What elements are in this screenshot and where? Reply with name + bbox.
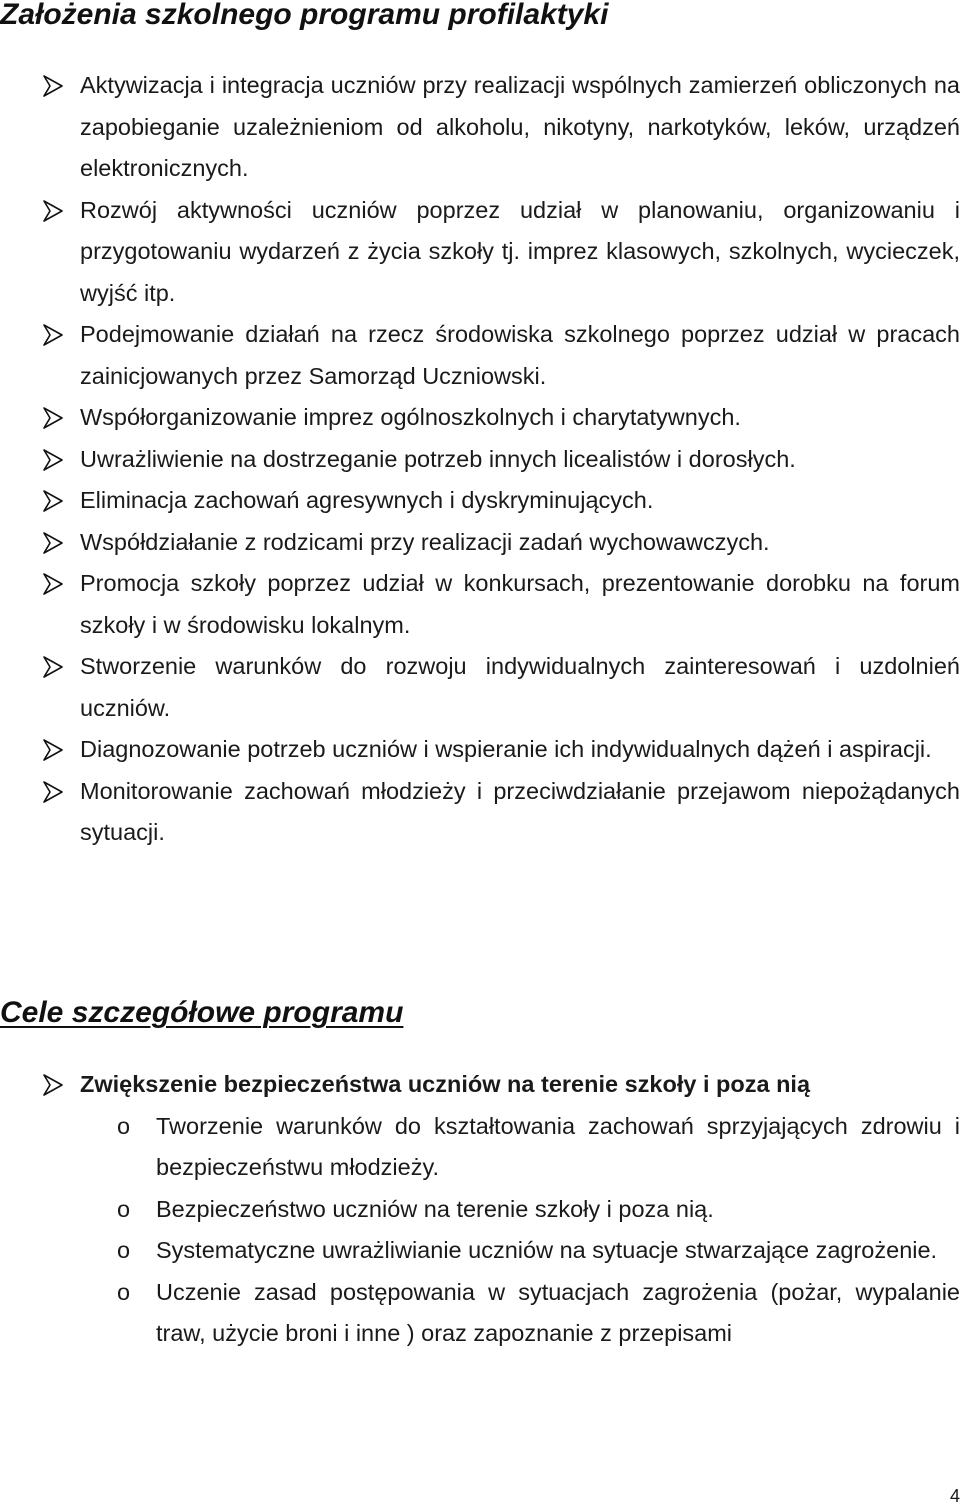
sub-list-item-text: Uczenie zasad postępowania w sytuacjach zagrożenia (pożar, wypalanie traw, użycie broni i inne ) oraz zapoznanie z przepisami <box>156 1278 960 1346</box>
detailed-goals-list <box>0 1064 960 1355</box>
arrowhead-bullet-icon <box>42 490 64 512</box>
list-item-text: Rozwój aktywności uczniów poprzez udział w planowaniu, organizowaniu i przygotowaniu wydarzeń z życia szkoły tj. imprez klasowych, szkolnych, wycieczek, wyjść itp. <box>80 196 960 306</box>
list-item-text: Uwrażliwienie na dostrzeganie potrzeb innych licealistów i dorosłych. <box>80 445 796 472</box>
list-item-text: Promocja szkoły poprzez udział w konkursach, prezentowanie dorobku na forum szkoły i w środowisku lokalnym. <box>80 570 960 638</box>
sub-list-item-text: Systematyczne uwrażliwianie uczniów na sytuacje stwarzające zagrożenie. <box>156 1237 938 1263</box>
list-item <box>0 522 960 564</box>
circle-bullet-icon: o <box>117 1278 131 1305</box>
assumptions-list <box>0 65 960 854</box>
list-item-text: Współorganizowanie imprez ogólnoszkolnych i charytatywnych. <box>80 404 741 430</box>
goal-item <box>0 1064 960 1106</box>
arrowhead-bullet-icon <box>42 1074 64 1096</box>
arrowhead-bullet-icon <box>42 75 64 97</box>
arrowhead-bullet-icon <box>42 656 64 678</box>
arrowhead-bullet-icon <box>42 200 64 222</box>
list-item <box>0 397 960 439</box>
sub-list-item-text: Bezpieczeństwo uczniów na terenie szkoły i poza nią. <box>156 1195 714 1222</box>
list-item-text: Diagnozowanie potrzeb uczniów i wspieranie ich indywidualnych dążeń i aspiracji. <box>80 736 932 762</box>
arrowhead-bullet-icon <box>42 532 64 554</box>
list-item-text: Eliminacja zachowań agresywnych i dyskryminujących. <box>80 487 654 513</box>
section-heading-detailed-goals: Cele szczegółowe programu <box>0 996 404 1029</box>
arrowhead-bullet-icon <box>42 407 64 429</box>
sub-list-item <box>0 1106 960 1189</box>
circle-bullet-icon: o <box>117 1237 131 1263</box>
list-item <box>0 65 960 190</box>
arrowhead-bullet-icon <box>42 324 64 346</box>
sub-list-item-text: Tworzenie warunków do kształtowania zachowań sprzyjających zdrowiu i bezpieczeństwu młodzieży. <box>156 1112 960 1180</box>
sub-list-item <box>0 1230 960 1272</box>
list-item <box>0 314 960 397</box>
goal-subitems <box>0 1106 960 1355</box>
arrowhead-bullet-icon <box>42 449 64 471</box>
section-heading-assumptions: Założenia szkolnego programu profilaktyki <box>0 0 609 31</box>
sub-list-item <box>0 1189 960 1231</box>
sub-list-item <box>0 1272 960 1355</box>
list-item <box>0 563 960 646</box>
list-item <box>0 480 960 522</box>
arrowhead-bullet-icon <box>42 739 64 761</box>
goal-title: Zwiększenie bezpieczeństwa uczniów na terenie szkoły i poza nią <box>80 1071 811 1097</box>
list-item-text: Współdziałanie z rodzicami przy realizacji zadań wychowawczych. <box>80 528 770 555</box>
list-item-text: Monitorowanie zachowań młodzieży i przeciwdziałanie przejawom niepożądanych sytuacji. <box>80 777 960 845</box>
list-item-text: Aktywizacja i integracja uczniów przy realizacji wspólnych zamierzeń obliczonych na zapobieganie uzależnieniom od alkoholu, nikotyny, narkotyków, leków, urządzeń elektronicznych. <box>80 72 960 181</box>
circle-bullet-icon: o <box>117 1112 131 1139</box>
arrowhead-bullet-icon <box>42 573 64 595</box>
list-item <box>0 771 960 854</box>
list-item <box>0 439 960 481</box>
goal-subitems-container <box>0 1106 960 1355</box>
list-item <box>0 729 960 771</box>
page-number: 4 <box>949 1486 960 1506</box>
circle-bullet-icon: o <box>117 1195 131 1222</box>
list-item-text: Stworzenie warunków do rozwoju indywidualnych zainteresowań i uzdolnień uczniów. <box>80 653 960 721</box>
list-item <box>0 646 960 729</box>
arrowhead-bullet-icon <box>42 781 64 803</box>
list-item <box>0 190 960 315</box>
list-item-text: Podejmowanie działań na rzecz środowiska szkolnego poprzez udział w pracach zainicjowanych przez Samorząd Uczniowski. <box>80 321 960 389</box>
